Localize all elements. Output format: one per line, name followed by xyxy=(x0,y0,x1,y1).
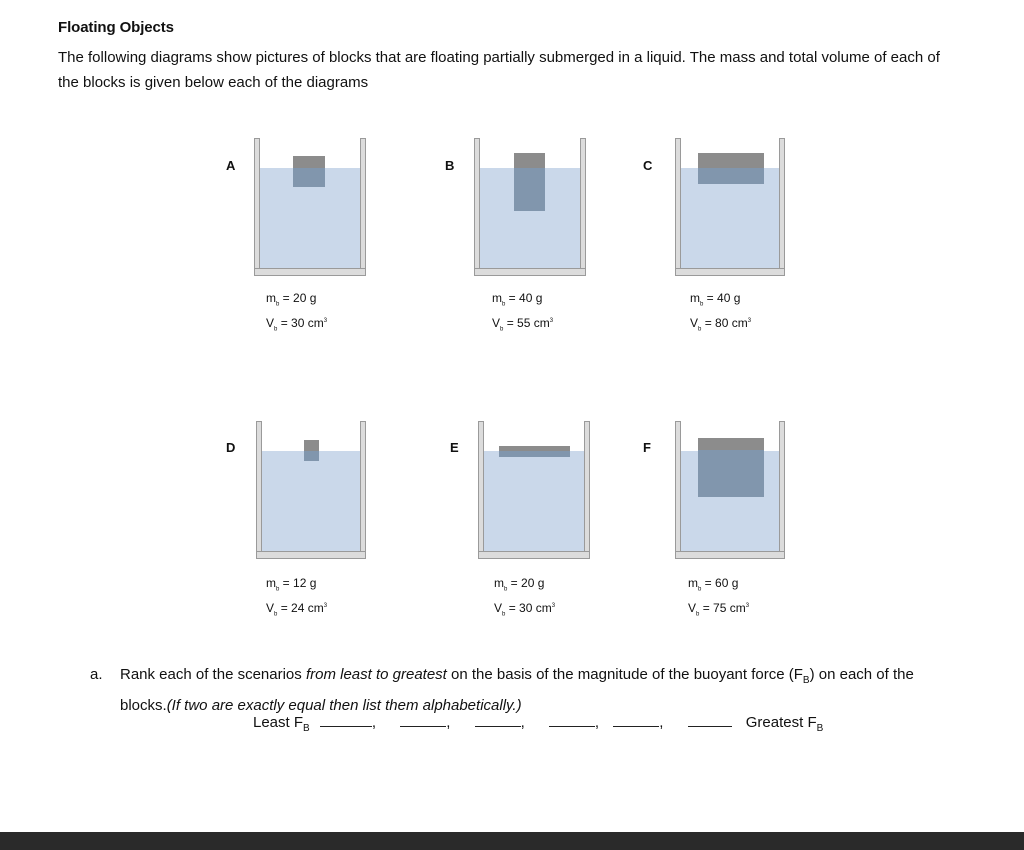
diagram-e-left-wall xyxy=(478,421,484,559)
ranking-answer-line: Least $F_B$ , , , , , Greatest $F_B$ xyxy=(253,714,824,734)
diagram-e-tank xyxy=(478,421,590,561)
rank-blank-5[interactable] xyxy=(613,714,659,727)
diagram-c-block xyxy=(698,153,764,184)
intro-paragraph: The following diagrams show pictures of blocks that are floating partially submerged in a liquid. The mass and total volume of each of the blocks is given below each of the diagrams xyxy=(58,49,940,91)
diagram-e-label: E xyxy=(450,440,459,455)
diagram-b-right-wall xyxy=(580,138,586,276)
diagram-e-right-wall xyxy=(584,421,590,559)
diagram-f-spec xyxy=(688,575,749,624)
diagram-e-mass: $m_b = 20$ g xyxy=(494,576,545,593)
diagram-d-mass: $m_b = 12$ g xyxy=(266,576,317,593)
diagram-f-label: F xyxy=(643,440,651,455)
diagram-a-volume: $V_b = 30$ $cm^3$ xyxy=(266,316,328,333)
bottom-bar xyxy=(0,832,1024,850)
diagram-b-volume: $V_b = 55$ $cm^3$ xyxy=(492,316,554,333)
greatest-label: Greatest $F_B$ xyxy=(745,714,824,734)
diagram-b-label: B xyxy=(445,158,455,173)
diagram-d-left-wall xyxy=(256,421,262,559)
diagram-c-volume: $V_b = 80$ $cm^3$ xyxy=(690,316,752,333)
diagram-c-spec xyxy=(690,290,751,339)
diagram-d-tank xyxy=(256,421,366,561)
diagram-e-floor xyxy=(478,551,590,559)
least-label: Least $F_B$ xyxy=(253,714,310,734)
diagram-d-right-wall xyxy=(360,421,366,559)
diagram-c-label: C xyxy=(643,158,653,173)
diagram-b-spec xyxy=(492,290,553,339)
rank-blank-4[interactable] xyxy=(549,714,595,727)
diagram-e-spec xyxy=(494,575,555,624)
diagram-d-spec xyxy=(266,575,327,624)
question-letter: a. xyxy=(90,666,103,683)
diagram-a-spec xyxy=(266,290,327,339)
page-title: Floating Objects xyxy=(58,19,174,36)
diagram-a-left-wall xyxy=(254,138,260,276)
diagram-a-right-wall xyxy=(360,138,366,276)
diagram-c-tank xyxy=(675,138,785,278)
diagram-d-block xyxy=(304,440,319,461)
rank-blank-6[interactable] xyxy=(688,714,732,727)
diagram-d-floor xyxy=(256,551,366,559)
diagram-f-left-wall xyxy=(675,421,681,559)
diagram-f-mass: $m_b = 60$ g xyxy=(688,576,739,593)
rank-blank-1[interactable] xyxy=(320,714,372,727)
diagram-c-mass: $m_b = 40$ g xyxy=(690,291,741,308)
diagram-f-tank xyxy=(675,421,785,561)
diagram-f-right-wall xyxy=(779,421,785,559)
diagram-f-block xyxy=(698,438,764,497)
diagram-a-floor xyxy=(254,268,366,276)
diagram-a-mass: $m_b = 20$ g xyxy=(266,291,317,308)
diagram-f-volume: $V_b = 75$ $cm^3$ xyxy=(688,601,750,618)
diagram-b-block xyxy=(514,153,545,211)
diagram-b-mass: $m_b = 40$ g xyxy=(492,291,543,308)
diagram-a-tank xyxy=(254,138,366,278)
diagram-c-left-wall xyxy=(675,138,681,276)
rank-blank-3[interactable] xyxy=(475,714,521,727)
diagram-a-label: A xyxy=(226,158,236,173)
diagram-f-floor xyxy=(675,551,785,559)
rank-blank-2[interactable] xyxy=(400,714,446,727)
diagram-d-liquid xyxy=(262,451,360,553)
diagram-e-liquid xyxy=(484,451,584,553)
diagram-e-volume: $V_b = 30$ $cm^3$ xyxy=(494,601,556,618)
question-text: Rank each of the scenarios from least to greatest on the basis of the magnitude of the buoyant force $(F_B)$ on each of the blocks.(If two are exactly equal then list them alphabetically.) xyxy=(120,666,914,714)
diagram-d-label: D xyxy=(226,440,236,455)
diagram-d-volume: $V_b = 24$ $cm^3$ xyxy=(266,601,328,618)
diagram-b-left-wall xyxy=(474,138,480,276)
diagram-e-block xyxy=(499,446,570,457)
diagram-c-floor xyxy=(675,268,785,276)
diagram-b-floor xyxy=(474,268,586,276)
diagram-c-right-wall xyxy=(779,138,785,276)
diagram-b-tank xyxy=(474,138,586,278)
diagram-a-block xyxy=(293,156,325,187)
